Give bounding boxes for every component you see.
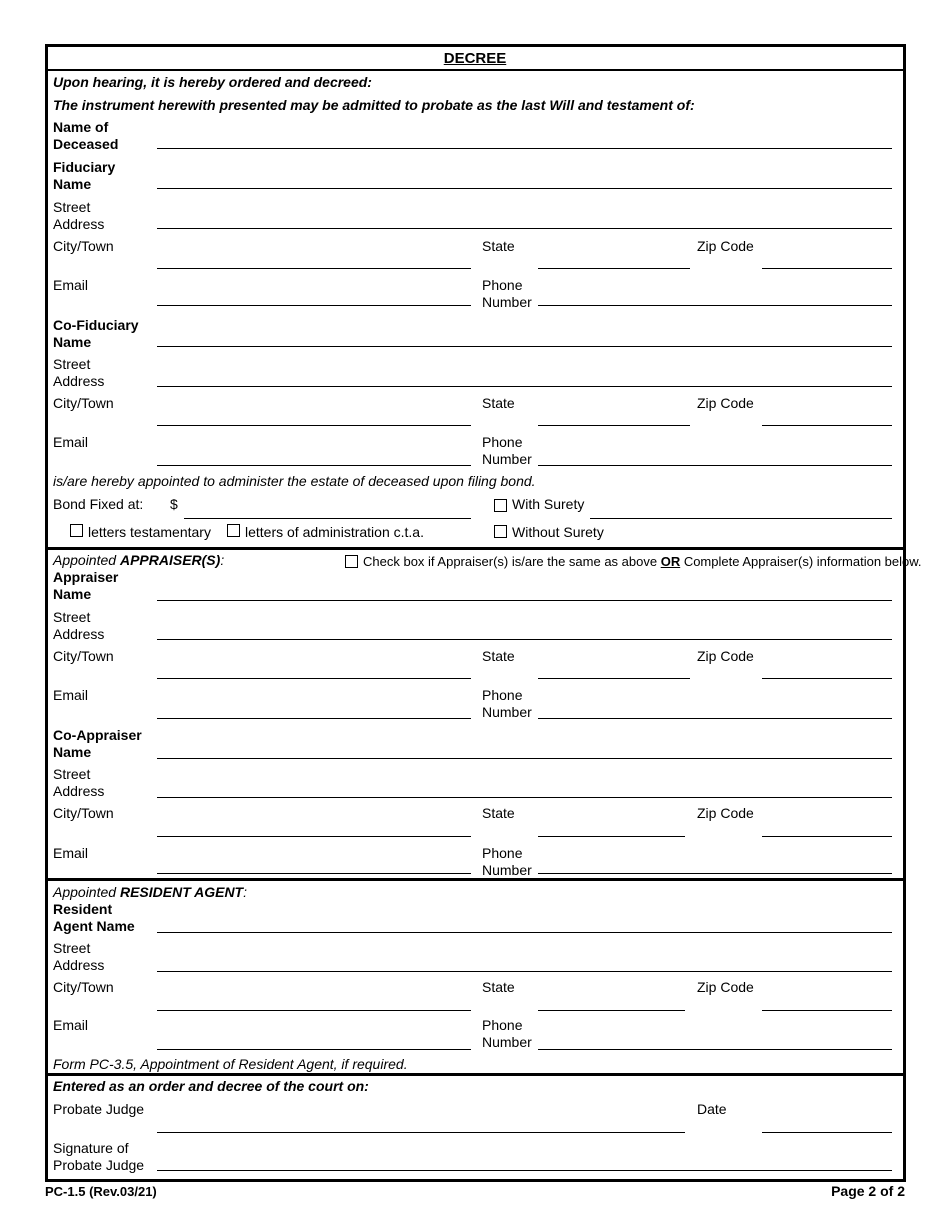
cofid-email-field[interactable] xyxy=(157,465,471,466)
appointed-text: is/are hereby appointed to administer the estate of deceased upon filing bond. xyxy=(53,473,536,489)
fid-state-field[interactable] xyxy=(538,268,690,269)
agent-email-label: Email xyxy=(53,1017,89,1033)
surety-field[interactable] xyxy=(590,518,892,519)
agent-street-label-2: Address xyxy=(53,957,105,973)
cofid-city-label: City/Town xyxy=(53,395,114,411)
co-fiduciary-name-field[interactable] xyxy=(157,346,892,347)
coappr-street-label-1: Street xyxy=(53,766,91,782)
fid-zip-label: Zip Code xyxy=(697,238,754,254)
hearing-text: Upon hearing, it is hereby ordered and decreed: xyxy=(53,74,372,90)
bond-amount-field[interactable] xyxy=(184,518,471,519)
appr-email-field[interactable] xyxy=(157,718,471,719)
appr-zip-field[interactable] xyxy=(762,678,892,679)
appr-street-label-2: Address xyxy=(53,626,105,642)
agent-phone-field[interactable] xyxy=(538,1049,892,1050)
appr-phone-label-1: Phone xyxy=(482,687,523,703)
same-appraiser-checkbox[interactable] xyxy=(345,555,358,568)
appraisers-heading: Appointed APPRAISER(S): xyxy=(53,552,225,568)
cofid-zip-label: Zip Code xyxy=(697,395,754,411)
agent-zip-label: Zip Code xyxy=(697,979,754,995)
coappr-email-field[interactable] xyxy=(157,873,471,874)
title-divider xyxy=(45,69,906,71)
appraiser-name-field[interactable] xyxy=(157,600,892,601)
cofid-label-2: Name xyxy=(53,334,92,350)
cofid-street-field[interactable] xyxy=(157,386,892,387)
form-id: PC-1.5 (Rev.03/21) xyxy=(45,1184,157,1199)
fid-street-label-1: Street xyxy=(53,199,91,215)
appr-city-label: City/Town xyxy=(53,648,114,664)
signature-field[interactable] xyxy=(157,1170,892,1171)
bond-label: Bond Fixed at: xyxy=(53,496,144,512)
appr-zip-label: Zip Code xyxy=(697,648,754,664)
dollar-sign: $ xyxy=(170,496,178,512)
appr-email-label: Email xyxy=(53,687,89,703)
resident-agent-heading: Appointed RESIDENT AGENT: xyxy=(53,884,247,900)
letters-admin-checkbox[interactable] xyxy=(227,524,240,537)
probate-judge-field[interactable] xyxy=(157,1132,685,1133)
agent-street-field[interactable] xyxy=(157,971,892,972)
coappr-phone-label-2: Number xyxy=(482,862,532,878)
appraisers-divider xyxy=(45,547,906,550)
letters-testamentary-label: letters testamentary xyxy=(88,524,211,540)
fid-city-label: City/Town xyxy=(53,238,114,254)
fiduciary-label-2: Name xyxy=(53,176,92,192)
coappr-zip-field[interactable] xyxy=(762,836,892,837)
fid-city-field[interactable] xyxy=(157,268,471,269)
agent-city-label: City/Town xyxy=(53,979,114,995)
coappr-label-2: Name xyxy=(53,744,92,760)
coappr-state-field[interactable] xyxy=(538,836,685,837)
agent-state-field[interactable] xyxy=(538,1010,685,1011)
letters-admin-label: letters of administration c.t.a. xyxy=(245,524,424,540)
appr-state-label: State xyxy=(482,648,515,664)
without-surety-checkbox[interactable] xyxy=(494,525,507,538)
cofid-state-field[interactable] xyxy=(538,425,690,426)
form-frame xyxy=(45,44,906,1182)
coappr-city-label: City/Town xyxy=(53,805,114,821)
appr-phone-label-2: Number xyxy=(482,704,532,720)
agent-phone-label-1: Phone xyxy=(482,1017,523,1033)
appraiser-label-2: Name xyxy=(53,586,92,602)
coappr-zip-label: Zip Code xyxy=(697,805,754,821)
coappr-state-label: State xyxy=(482,805,515,821)
cofid-zip-field[interactable] xyxy=(762,425,892,426)
cofid-city-field[interactable] xyxy=(157,425,471,426)
appr-street-field[interactable] xyxy=(157,639,892,640)
appr-phone-field[interactable] xyxy=(538,718,892,719)
agent-label-2: Agent Name xyxy=(53,918,135,934)
fid-street-label-2: Address xyxy=(53,216,105,232)
cofid-street-label-1: Street xyxy=(53,356,91,372)
cofid-phone-label-1: Phone xyxy=(482,434,523,450)
entered-order-text: Entered as an order and decree of the court on: xyxy=(53,1078,369,1094)
with-surety-label: With Surety xyxy=(512,496,585,512)
without-surety-label: Without Surety xyxy=(512,524,604,540)
co-appraiser-name-field[interactable] xyxy=(157,758,892,759)
probate-judge-label: Probate Judge xyxy=(53,1101,145,1117)
fiduciary-name-field[interactable] xyxy=(157,188,892,189)
appr-street-label-1: Street xyxy=(53,609,91,625)
cofid-phone-field[interactable] xyxy=(538,465,892,466)
coappr-street-field[interactable] xyxy=(157,797,892,798)
deceased-label-2: Deceased xyxy=(53,136,119,152)
same-appraiser-label: Check box if Appraiser(s) is/are the same as above OR Complete Appraiser(s) information below. xyxy=(363,554,922,569)
cofid-state-label: State xyxy=(482,395,515,411)
resident-agent-divider xyxy=(45,878,906,881)
instrument-text: The instrument herewith presented may be admitted to probate as the last Will and testament of: xyxy=(53,97,695,113)
date-field[interactable] xyxy=(762,1132,892,1133)
resident-agent-name-field[interactable] xyxy=(157,932,892,933)
cofid-street-label-2: Address xyxy=(53,373,105,389)
fid-phone-label-1: Phone xyxy=(482,277,523,293)
date-label: Date xyxy=(697,1101,727,1117)
page-number: Page 2 of 2 xyxy=(831,1183,905,1199)
fid-email-field[interactable] xyxy=(157,305,471,306)
appraiser-label-1: Appraiser xyxy=(53,569,119,585)
fid-zip-field[interactable] xyxy=(762,268,892,269)
cofid-phone-label-2: Number xyxy=(482,451,532,467)
cofid-email-label: Email xyxy=(53,434,89,450)
fiduciary-label-1: Fiduciary xyxy=(53,159,116,175)
form-pc35-note: Form PC-3.5, Appointment of Resident Agent, if required. xyxy=(53,1056,408,1072)
court-divider xyxy=(45,1073,906,1076)
signature-label-1: Signature of xyxy=(53,1140,129,1156)
agent-label-1: Resident xyxy=(53,901,113,917)
deceased-label-1: Name of xyxy=(53,119,109,135)
coappr-label-1: Co-Appraiser xyxy=(53,727,142,743)
agent-city-field[interactable] xyxy=(157,1010,471,1011)
appr-city-field[interactable] xyxy=(157,678,471,679)
fid-email-label: Email xyxy=(53,277,89,293)
signature-label-2: Probate Judge xyxy=(53,1157,145,1173)
coappr-phone-field[interactable] xyxy=(538,873,892,874)
agent-email-field[interactable] xyxy=(157,1049,471,1050)
deceased-name-field[interactable] xyxy=(157,148,892,149)
fid-street-field[interactable] xyxy=(157,228,892,229)
coappr-city-field[interactable] xyxy=(157,836,471,837)
letters-testamentary-checkbox[interactable] xyxy=(70,524,83,537)
cofid-label-1: Co-Fiduciary xyxy=(53,317,139,333)
agent-street-label-1: Street xyxy=(53,940,91,956)
fid-phone-label-2: Number xyxy=(482,294,532,310)
appr-state-field[interactable] xyxy=(538,678,690,679)
agent-state-label: State xyxy=(482,979,515,995)
with-surety-checkbox[interactable] xyxy=(494,499,507,512)
fid-state-label: State xyxy=(482,238,515,254)
agent-phone-label-2: Number xyxy=(482,1034,532,1050)
coappr-street-label-2: Address xyxy=(53,783,105,799)
fid-phone-field[interactable] xyxy=(538,305,892,306)
coappr-phone-label-1: Phone xyxy=(482,845,523,861)
page-title: DECREE xyxy=(443,50,507,67)
agent-zip-field[interactable] xyxy=(762,1010,892,1011)
coappr-email-label: Email xyxy=(53,845,89,861)
